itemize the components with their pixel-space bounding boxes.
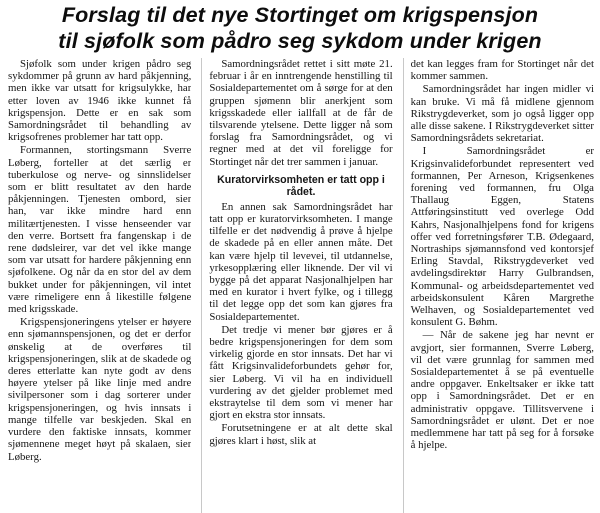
headline-line-2: til sjøfolk som pådro seg sykdom under krigen xyxy=(58,29,542,53)
paragraph: Det tredje vi mener bør gjøres er å bedre krigspensjoneringen for dem som virkelig gjorde en stor innsats. Det har vi fått Krigsinvalideforbundets gehør for, sier Løberg. Vi vil ha en individuell vurdering av det gjelder problemet med ekstraytelse til dem som vi mener har gjort en ekstra stor innsats. xyxy=(209,323,393,422)
paragraph: — Når de sakene jeg har nevnt er avgjort, sier formannen, Sverre Løberg, vil det være grunnlag for sammen med Sosialdepartementet å se på eventuelle andre oppgaver. Enkeltsaker er ikke tatt opp i Samordningsrådet. Det er en administrativ oppgave. Tillitsvervene i Samordningsrådet er ulønt. Det er noe medlemmene har tatt på seg for å forsøke å hjelpe. xyxy=(410,329,594,452)
paragraph: Formannen, stortingsmann Sverre Løberg, forteller at det særlig er tuberkulose og nerve- og sinnslidelser som er blitt resultatet av den harde påkjenningen. Tjenesten ombord, sier han, var ikke mindre hard enn militærtjenesten. I visse henseender var den verre. Bortsett fra fangenskap i de rene dødsleirer, var det vel ikke mange som var utsatt for hardere påkjenning enn sjøfolkene. Og når da en stor del av dem bukket under for påkjenningen, vil intet være rimeligere enn å likestille følgene med krigsskade. xyxy=(8,144,192,316)
headline-line-1: Forslag til det nye Stortinget om krigspensjon xyxy=(61,3,539,27)
section-subheading: Kuratorvirksomheten er tatt opp i rådet. xyxy=(217,173,385,198)
paragraph: Forutsetningene er at alt dette skal gjøres klart i høst, slik at xyxy=(209,422,393,447)
column-2 xyxy=(201,58,392,513)
column-1 xyxy=(8,58,191,513)
column-3 xyxy=(403,58,594,513)
paragraph: Sjøfolk som under krigen pådro seg sykdommer på grunn av hard påkjenning, men ikke var utsatt for krigsulykke, har etter loven av 1946 ikke kunnet få krigspensjon. Dette er en sak som Samordningsrådet til behandling av krigsofrenes problemer har tatt opp. xyxy=(8,58,192,144)
paragraph: I Samordningsrådet er Krigsinvalideforbundet representert ved formannen, Per Arneson, Krigsenkenes forening ved formannen, fru Olga Thallaug Eggen, Statens Attføringsinstitutt ved overlege Odd Kahrs, Nasjonalhjelpens fond for krigens offer ved forretningsfører T.B. Ødegaard, Nortraships sjømannsfond ved kontorsjef Erling Stavdal, Rikstrygdeverket ved avdelingsdirektør Harry Gulbrandsen, Kommunal- og arbeidsdepartementet ved arbeidskonsulent Kåren Margrethe Welhaven, og Sosialdepartementet ved konsulent G. Bøhm. xyxy=(410,145,594,329)
paragraph: En annen sak Samordningsrådet har tatt opp er kuratorvirksomheten. I mange tilfelle er det nødvendig å prøve å hjelpe de skadede på en eller annen måte. Det kan være hjelp til levevei, til utdannelse, yrkesopplæring eller liknende. Der vil vi bygge på det apparat Nasjonalhjelpen har med en kurator i hvert fylke, og i tillegg til det legge opp det som kan gjøres fra Sosialdepartementet. xyxy=(209,200,393,323)
paragraph: Samordningsrådet rettet i sitt møte 21. februar i år en inntrengende henstilling til Sosialdepartementet om å sørge for at den gruppen sjømenn blir anerkjent som krigsskadede eller iallfall at de får de tilsvarende ytelsene. Dette ligger nå som forslag fra Samordningsrådet, og vi regner med at det vil foreligge for Stortinget når det trer sammen i januar. xyxy=(209,58,393,168)
paragraph: Samordningsrådet har ingen midler vi kan bruke. Vi må få midlene gjennom Rikstrygdeverket, som jo også ligger opp alle disse sakene. I Rikstrygdeverket sitter Samordningsrådets sekretariat. xyxy=(410,83,594,145)
paragraph: det kan legges fram for Stortinget når det kommer sammen. xyxy=(410,58,594,83)
paragraph: Krigspensjoneringens ytelser er høyere enn sjømannspensjonen, og det er derfor ønskelig at de overføres til krigspensjoneringen, slik at de skadede og deres etterlatte kan nyte godt av dens høyere ytelser på like linje med andre sivilpersoner som i dag sorterer under krigspensjoneringen, og hvis innsats i mange tilfelle var beskjeden. Skal en vurdere den faktiske innsats, kommer sjømennene meget høyt på skalaen, sier Løberg. xyxy=(8,316,192,463)
article-headline xyxy=(6,2,594,54)
article-columns xyxy=(8,58,594,513)
